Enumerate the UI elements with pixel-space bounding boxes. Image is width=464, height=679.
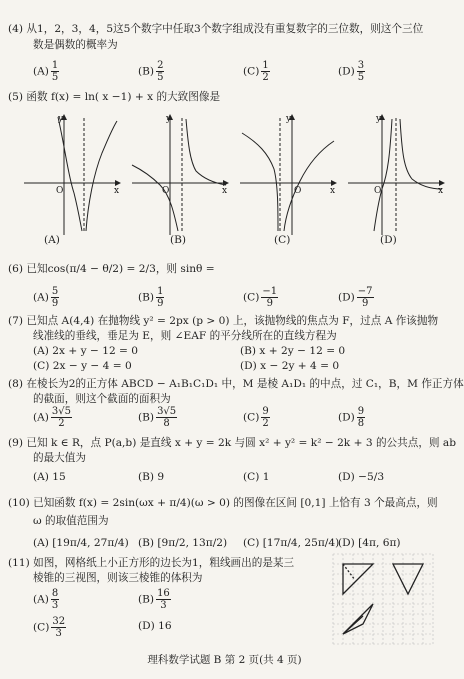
q7-text-line2: 线准线的垂线，垂足为 E，则 ∠EAF 的平分线所在的直线方程为 [33, 330, 337, 342]
q4-options [33, 60, 433, 84]
q8-text: 在棱长为2的正方体 ABCD − A₁B₁C₁D₁ 中，M 是棱 A₁D₁ 的中点，过 C₁，B，M 作正方体 [26, 378, 464, 390]
svg-text:O: O [56, 186, 64, 196]
svg-text:y: y [58, 114, 64, 124]
question-8 [8, 377, 464, 392]
graph-a[interactable] [24, 115, 120, 235]
svg-text:x: x [330, 186, 336, 196]
q8-option-d[interactable]: (D) $\frac{9}{8}$ [338, 406, 365, 429]
q9-text-line2: 的最大值为 [33, 452, 86, 464]
q4-option-a[interactable]: (A) $\frac{1}{5}$ [33, 60, 59, 83]
front-view [343, 564, 373, 594]
question-7 [8, 314, 438, 329]
q9-option-c[interactable]: (C) 1 [243, 471, 270, 483]
q4-text: 从1，2，3，4，5这5个数字中任取3个数字组成没有重复数字的三位数，则这个三位 [26, 23, 424, 35]
q10-text-line2: ω 的取值范围为 [33, 515, 109, 527]
q7-option-b[interactable]: (B) x + 2y − 12 = 0 [240, 345, 346, 357]
q10-option-d[interactable]: (D) [4π, 6π) [338, 537, 401, 549]
q6-text: 已知cos(π/4 − θ/2) = 2/3，则 sinθ = [26, 263, 215, 275]
q9-option-a[interactable]: (A) 15 [33, 471, 66, 483]
svg-text:O: O [374, 186, 382, 196]
svg-text:x: x [114, 186, 120, 196]
q11-option-c[interactable]: (C) $\frac{32}{3}$ [33, 616, 66, 639]
graph-d-label: (D) [380, 234, 397, 246]
q9-option-b[interactable]: (B) 9 [138, 471, 165, 483]
question-6 [8, 262, 215, 277]
three-view-figure [333, 554, 433, 646]
q9-text: 已知 k ∈ R，点 P(a,b) 是直线 x + y = 2k 与圆 x² + y² = k² − 2k + 3 的公共点，则 ab [26, 437, 456, 449]
q11-options [33, 588, 323, 648]
q9-option-d[interactable]: (D) −5/3 [338, 471, 385, 483]
q6-option-d[interactable]: (D) $\frac{-7}{9}$ [338, 286, 373, 309]
q8-number: (8) [8, 378, 24, 390]
q5-text: 函数 f(x) = ln( x −1) + x 的大致图像是 [26, 91, 221, 103]
svg-text:y: y [376, 114, 382, 124]
q11-number: (11) [8, 557, 30, 569]
q11-option-a[interactable]: (A) $\frac{8}{3}$ [33, 588, 59, 611]
svg-text:O: O [294, 186, 302, 196]
q5-graphs [22, 113, 442, 241]
q6-number: (6) [8, 263, 24, 275]
q8-text-line2: 的截面，则这个截面的面积为 [33, 393, 171, 405]
q8-options [33, 406, 433, 430]
side-view [393, 564, 423, 594]
q10-text: 已知函数 f(x) = 2sin(ωx + π/4)(ω > 0) 的图像在区间 [0,1] 上恰有 3 个最高点，则 [33, 497, 438, 509]
q11-option-d[interactable]: (D) 16 [138, 620, 172, 632]
q7-option-a[interactable]: (A) 2x + y − 12 = 0 [33, 345, 139, 357]
q7-option-c[interactable]: (C) 2x − y − 4 = 0 [33, 360, 132, 372]
svg-text:y: y [286, 114, 292, 124]
q4-option-d[interactable]: (D) $\frac{3}{5}$ [338, 60, 365, 83]
question-10 [8, 496, 438, 511]
question-9 [8, 436, 456, 451]
svg-text:x: x [438, 186, 444, 196]
q4-text-line2: 数是偶数的概率为 [33, 39, 118, 51]
q10-number: (10) [8, 497, 30, 509]
q7-number: (7) [8, 315, 24, 327]
q10-option-a[interactable]: (A) [19π/4, 27π/4) [33, 537, 129, 549]
graph-a-label: (A) [44, 234, 60, 246]
q6-options [33, 286, 433, 310]
graph-c-label: (C) [274, 234, 291, 246]
q10-option-c[interactable]: (C) [17π/4, 25π/4) [243, 537, 340, 549]
svg-text:O: O [162, 186, 170, 196]
page-footer: 理科数学试题 B 第 2 页(共 4 页) [147, 654, 302, 666]
q5-number: (5) [8, 91, 24, 103]
q4-option-b[interactable]: (B) $\frac{2}{5}$ [138, 60, 164, 83]
graph-b-label: (B) [170, 234, 187, 246]
q4-number: (4) [8, 23, 24, 35]
q11-text-line2: 棱锥的三视图，则该三棱锥的体积为 [33, 572, 203, 584]
graph-c[interactable] [240, 115, 336, 235]
svg-text:x: x [222, 186, 228, 196]
graph-b[interactable] [132, 115, 228, 235]
question-11 [8, 556, 294, 571]
q8-option-c[interactable]: (C) $\frac{9}{2}$ [243, 406, 269, 429]
q7-option-d[interactable]: (D) x − 2y + 4 = 0 [240, 360, 340, 372]
q11-text: 如图，网格纸上小正方形的边长为1，粗线画出的是某三 [33, 557, 295, 569]
q9-number: (9) [8, 437, 24, 449]
graph-d[interactable] [348, 115, 444, 235]
question-4 [8, 22, 423, 37]
q6-option-a[interactable]: (A) $\frac{5}{9}$ [33, 286, 59, 309]
q10-option-b[interactable]: (B) [9π/2, 13π/2) [138, 537, 228, 549]
q8-option-b[interactable]: (B) $\frac{3√5}{8}$ [138, 406, 177, 429]
q4-option-c[interactable]: (C) $\frac{1}{2}$ [243, 60, 269, 83]
q6-option-b[interactable]: (B) $\frac{1}{9}$ [138, 286, 164, 309]
q6-option-c[interactable]: (C) $\frac{-1}{9}$ [243, 286, 278, 309]
question-5 [8, 90, 220, 105]
svg-text:y: y [166, 114, 172, 124]
q7-text: 已知点 A(4,4) 在抛物线 y² = 2px (p > 0) 上，该抛物线的焦点为 F，过点 A 作该抛物 [26, 315, 439, 327]
q11-option-b[interactable]: (B) $\frac{16}{3}$ [138, 588, 170, 611]
q8-option-a[interactable]: (A) $\frac{3√5}{2}$ [33, 406, 72, 429]
